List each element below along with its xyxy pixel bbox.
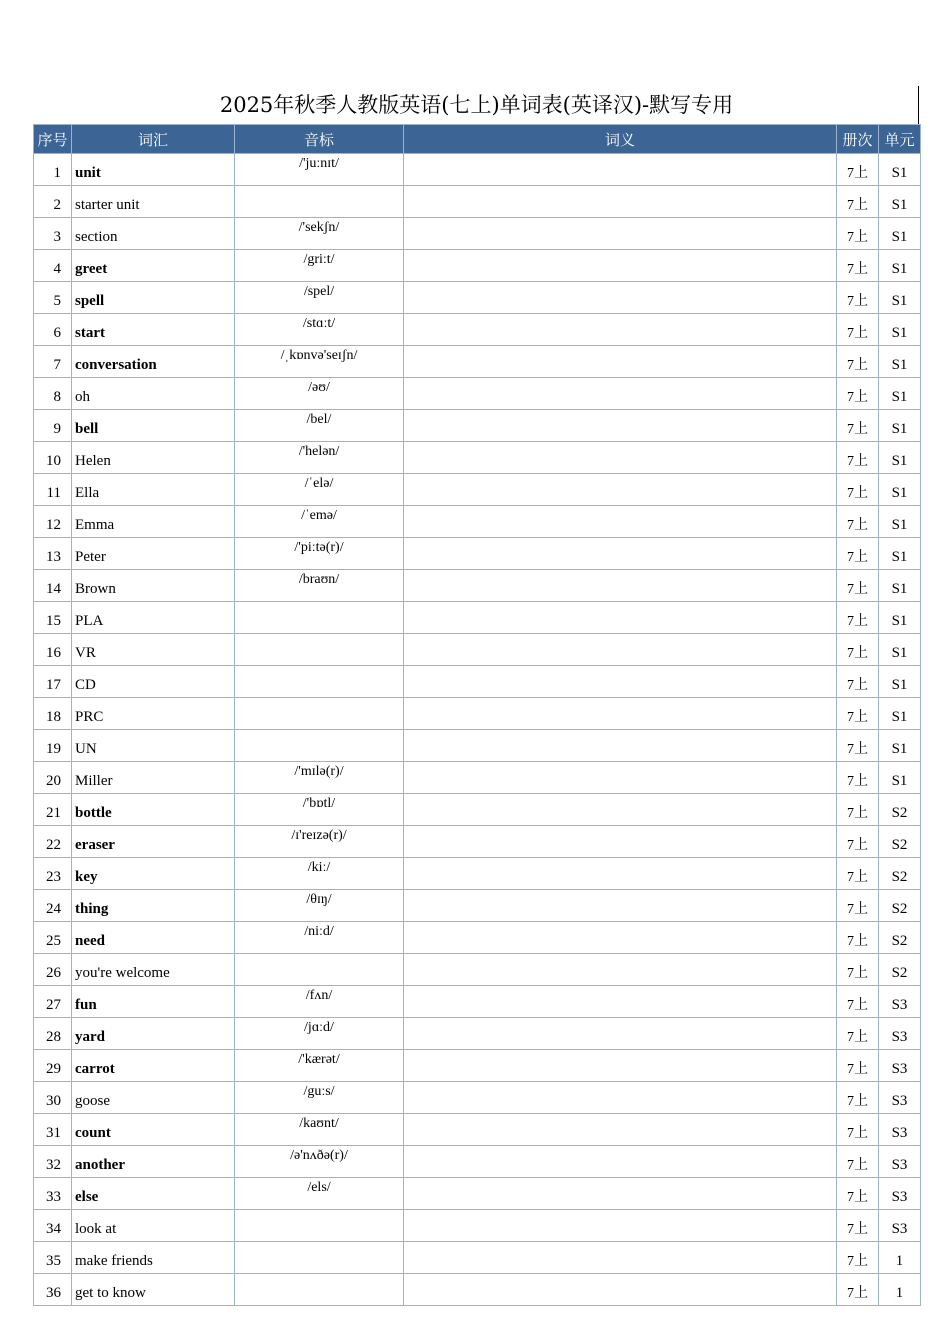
volume-cell[interactable]: 7上 [837, 250, 879, 282]
word-cell[interactable]: thing [72, 890, 235, 922]
meaning-cell[interactable] [404, 858, 837, 890]
meaning-cell[interactable] [404, 442, 837, 474]
header-no[interactable]: 序号 [34, 125, 72, 154]
table-row [34, 346, 921, 378]
table-row [34, 1082, 921, 1114]
phonetic-cell[interactable] [235, 602, 404, 634]
meaning-cell[interactable] [404, 346, 837, 378]
unit-cell[interactable]: S1 [879, 154, 921, 186]
header-phonetic[interactable]: 音标 [235, 125, 404, 154]
word-cell[interactable]: spell [72, 282, 235, 314]
row-number-cell[interactable]: 23 [34, 858, 72, 890]
title-edge-rule [918, 86, 919, 124]
phonetic-cell[interactable]: /stɑːt/ [235, 314, 404, 346]
phonetic-cell[interactable] [235, 1274, 404, 1306]
table-row [34, 666, 921, 698]
word-cell[interactable]: carrot [72, 1050, 235, 1082]
phonetic-cell[interactable] [235, 634, 404, 666]
meaning-cell[interactable] [404, 762, 837, 794]
meaning-cell[interactable] [404, 538, 837, 570]
unit-cell[interactable]: S2 [879, 826, 921, 858]
row-number-cell[interactable]: 16 [34, 634, 72, 666]
row-number-cell[interactable]: 30 [34, 1082, 72, 1114]
phonetic-cell[interactable]: /niːd/ [235, 922, 404, 954]
phonetic-cell[interactable]: /ɪ'reɪzə(r)/ [235, 826, 404, 858]
meaning-cell[interactable] [404, 730, 837, 762]
unit-cell[interactable]: S2 [879, 954, 921, 986]
table-row [34, 1050, 921, 1082]
meaning-cell[interactable] [404, 986, 837, 1018]
volume-cell[interactable]: 7上 [837, 1146, 879, 1178]
meaning-cell[interactable] [404, 570, 837, 602]
volume-cell[interactable]: 7上 [837, 858, 879, 890]
volume-cell[interactable]: 7上 [837, 538, 879, 570]
table-row [34, 858, 921, 890]
word-cell[interactable]: Miller [72, 762, 235, 794]
table-row [34, 1242, 921, 1274]
unit-cell[interactable]: S2 [879, 922, 921, 954]
meaning-cell[interactable] [404, 314, 837, 346]
volume-cell[interactable]: 7上 [837, 634, 879, 666]
word-cell[interactable]: look at [72, 1210, 235, 1242]
volume-cell[interactable]: 7上 [837, 346, 879, 378]
meaning-cell[interactable] [404, 218, 837, 250]
row-number-cell[interactable]: 2 [34, 186, 72, 218]
unit-cell[interactable]: S1 [879, 250, 921, 282]
word-cell[interactable]: CD [72, 666, 235, 698]
unit-cell[interactable]: S1 [879, 442, 921, 474]
table-row [34, 634, 921, 666]
meaning-cell[interactable] [404, 602, 837, 634]
meaning-cell[interactable] [404, 1210, 837, 1242]
unit-cell[interactable]: S1 [879, 314, 921, 346]
volume-cell[interactable]: 7上 [837, 1210, 879, 1242]
header-unit[interactable]: 单元 [879, 125, 921, 154]
table-row [34, 1146, 921, 1178]
phonetic-cell[interactable]: /fʌn/ [235, 986, 404, 1018]
unit-cell[interactable]: S2 [879, 794, 921, 826]
phonetic-cell[interactable] [235, 698, 404, 730]
page-title: 2025年秋季人教版英语(七上)单词表(英译汉)-默写专用 [219, 93, 734, 117]
row-number-cell[interactable]: 31 [34, 1114, 72, 1146]
word-cell[interactable]: unit [72, 154, 235, 186]
meaning-cell[interactable] [404, 1050, 837, 1082]
phonetic-cell[interactable]: /els/ [235, 1178, 404, 1210]
table-row [34, 794, 921, 826]
meaning-cell[interactable] [404, 1082, 837, 1114]
row-number-cell[interactable]: 7 [34, 346, 72, 378]
phonetic-cell[interactable] [235, 666, 404, 698]
row-number-cell[interactable]: 9 [34, 410, 72, 442]
table-row [34, 922, 921, 954]
table-row [34, 890, 921, 922]
unit-cell[interactable]: S3 [879, 986, 921, 1018]
volume-cell[interactable]: 7上 [837, 954, 879, 986]
word-cell[interactable]: Ella [72, 474, 235, 506]
table-row [34, 282, 921, 314]
unit-cell[interactable]: 1 [879, 1242, 921, 1274]
word-cell[interactable]: eraser [72, 826, 235, 858]
word-cell[interactable]: count [72, 1114, 235, 1146]
phonetic-cell[interactable]: /guːs/ [235, 1082, 404, 1114]
table-row [34, 1274, 921, 1306]
table-row [34, 826, 921, 858]
unit-cell[interactable]: S2 [879, 858, 921, 890]
table-row [34, 442, 921, 474]
row-number-cell[interactable]: 32 [34, 1146, 72, 1178]
table-row [34, 410, 921, 442]
row-number-cell[interactable]: 21 [34, 794, 72, 826]
unit-cell[interactable]: S3 [879, 1018, 921, 1050]
volume-cell[interactable]: 7上 [837, 186, 879, 218]
volume-cell[interactable]: 7上 [837, 570, 879, 602]
volume-cell[interactable]: 7上 [837, 826, 879, 858]
meaning-cell[interactable] [404, 1274, 837, 1306]
unit-cell[interactable]: S1 [879, 218, 921, 250]
word-cell[interactable]: Emma [72, 506, 235, 538]
volume-cell[interactable]: 7上 [837, 378, 879, 410]
word-cell[interactable]: make friends [72, 1242, 235, 1274]
row-number-cell[interactable]: 18 [34, 698, 72, 730]
meaning-cell[interactable] [404, 698, 837, 730]
table-row [34, 1114, 921, 1146]
row-number-cell[interactable]: 24 [34, 890, 72, 922]
unit-cell[interactable]: S3 [879, 1050, 921, 1082]
volume-cell[interactable]: 7上 [837, 474, 879, 506]
row-number-cell[interactable]: 5 [34, 282, 72, 314]
row-number-cell[interactable]: 22 [34, 826, 72, 858]
unit-cell[interactable]: S1 [879, 378, 921, 410]
table-row [34, 570, 921, 602]
phonetic-cell[interactable]: /'mɪlə(r)/ [235, 762, 404, 794]
row-number-cell[interactable]: 36 [34, 1274, 72, 1306]
word-cell[interactable]: starter unit [72, 186, 235, 218]
table-row [34, 186, 921, 218]
word-cell[interactable]: VR [72, 634, 235, 666]
table-row [34, 378, 921, 410]
unit-cell[interactable]: S3 [879, 1178, 921, 1210]
word-cell[interactable]: greet [72, 250, 235, 282]
volume-cell[interactable]: 7上 [837, 730, 879, 762]
volume-cell[interactable]: 7上 [837, 218, 879, 250]
volume-cell[interactable]: 7上 [837, 1050, 879, 1082]
word-cell[interactable]: goose [72, 1082, 235, 1114]
phonetic-cell[interactable]: /griːt/ [235, 250, 404, 282]
meaning-cell[interactable] [404, 954, 837, 986]
phonetic-cell[interactable]: /jɑːd/ [235, 1018, 404, 1050]
volume-cell[interactable]: 7上 [837, 762, 879, 794]
phonetic-cell[interactable]: /bel/ [235, 410, 404, 442]
unit-cell[interactable]: S3 [879, 1210, 921, 1242]
header-meaning[interactable]: 词义 [404, 125, 837, 154]
table-row [34, 730, 921, 762]
word-cell[interactable]: need [72, 922, 235, 954]
row-number-cell[interactable]: 33 [34, 1178, 72, 1210]
unit-cell[interactable]: S1 [879, 538, 921, 570]
meaning-cell[interactable] [404, 154, 837, 186]
word-cell[interactable]: Brown [72, 570, 235, 602]
table-row [34, 250, 921, 282]
meaning-cell[interactable] [404, 1178, 837, 1210]
row-number-cell[interactable]: 28 [34, 1018, 72, 1050]
volume-cell[interactable]: 7上 [837, 1274, 879, 1306]
volume-cell[interactable]: 7上 [837, 602, 879, 634]
table-row [34, 474, 921, 506]
unit-cell[interactable]: S3 [879, 1146, 921, 1178]
word-cell[interactable]: bottle [72, 794, 235, 826]
meaning-cell[interactable] [404, 922, 837, 954]
unit-cell[interactable]: S1 [879, 474, 921, 506]
row-number-cell[interactable]: 1 [34, 154, 72, 186]
unit-cell[interactable]: S1 [879, 570, 921, 602]
phonetic-cell[interactable]: /kiː/ [235, 858, 404, 890]
volume-cell[interactable]: 7上 [837, 890, 879, 922]
word-cell[interactable]: Peter [72, 538, 235, 570]
meaning-cell[interactable] [404, 1242, 837, 1274]
row-number-cell[interactable]: 26 [34, 954, 72, 986]
phonetic-cell[interactable]: /kaʊnt/ [235, 1114, 404, 1146]
unit-cell[interactable]: S3 [879, 1082, 921, 1114]
meaning-cell[interactable] [404, 506, 837, 538]
volume-cell[interactable]: 7上 [837, 986, 879, 1018]
volume-cell[interactable]: 7上 [837, 442, 879, 474]
row-number-cell[interactable]: 3 [34, 218, 72, 250]
table-row [34, 986, 921, 1018]
phonetic-cell[interactable]: /'helən/ [235, 442, 404, 474]
meaning-cell[interactable] [404, 378, 837, 410]
row-number-cell[interactable]: 27 [34, 986, 72, 1018]
phonetic-cell[interactable]: /spel/ [235, 282, 404, 314]
row-number-cell[interactable]: 10 [34, 442, 72, 474]
meaning-cell[interactable] [404, 474, 837, 506]
table-row [34, 698, 921, 730]
volume-cell[interactable]: 7上 [837, 282, 879, 314]
word-cell[interactable]: key [72, 858, 235, 890]
word-cell[interactable]: section [72, 218, 235, 250]
volume-cell[interactable]: 7上 [837, 794, 879, 826]
meaning-cell[interactable] [404, 1018, 837, 1050]
row-number-cell[interactable]: 4 [34, 250, 72, 282]
phonetic-cell[interactable] [235, 954, 404, 986]
meaning-cell[interactable] [404, 1114, 837, 1146]
unit-cell[interactable]: S1 [879, 282, 921, 314]
phonetic-cell[interactable]: /'kærət/ [235, 1050, 404, 1082]
volume-cell[interactable]: 7上 [837, 1114, 879, 1146]
row-number-cell[interactable]: 11 [34, 474, 72, 506]
volume-cell[interactable]: 7上 [837, 666, 879, 698]
row-number-cell[interactable]: 17 [34, 666, 72, 698]
row-number-cell[interactable]: 29 [34, 1050, 72, 1082]
phonetic-cell[interactable]: /braʊn/ [235, 570, 404, 602]
word-cell[interactable]: PRC [72, 698, 235, 730]
unit-cell[interactable]: S1 [879, 186, 921, 218]
row-number-cell[interactable]: 6 [34, 314, 72, 346]
unit-cell[interactable]: S1 [879, 602, 921, 634]
meaning-cell[interactable] [404, 794, 837, 826]
meaning-cell[interactable] [404, 282, 837, 314]
unit-cell[interactable]: S1 [879, 506, 921, 538]
unit-cell[interactable]: S1 [879, 762, 921, 794]
volume-cell[interactable]: 7上 [837, 1018, 879, 1050]
row-number-cell[interactable]: 20 [34, 762, 72, 794]
phonetic-cell[interactable] [235, 730, 404, 762]
word-cell[interactable]: UN [72, 730, 235, 762]
table-row [34, 314, 921, 346]
unit-cell[interactable]: S2 [879, 890, 921, 922]
unit-cell[interactable]: S3 [879, 1114, 921, 1146]
meaning-cell[interactable] [404, 826, 837, 858]
row-number-cell[interactable]: 25 [34, 922, 72, 954]
row-number-cell[interactable]: 14 [34, 570, 72, 602]
word-cell[interactable]: oh [72, 378, 235, 410]
row-number-cell[interactable]: 12 [34, 506, 72, 538]
row-number-cell[interactable]: 35 [34, 1242, 72, 1274]
row-number-cell[interactable]: 34 [34, 1210, 72, 1242]
unit-cell[interactable]: S1 [879, 634, 921, 666]
meaning-cell[interactable] [404, 1146, 837, 1178]
meaning-cell[interactable] [404, 186, 837, 218]
volume-cell[interactable]: 7上 [837, 698, 879, 730]
table-row [34, 954, 921, 986]
word-cell[interactable]: conversation [72, 346, 235, 378]
table-row [34, 1210, 921, 1242]
meaning-cell[interactable] [404, 890, 837, 922]
table-row [34, 218, 921, 250]
phonetic-cell[interactable]: /ˈelə/ [235, 474, 404, 506]
volume-cell[interactable]: 7上 [837, 154, 879, 186]
row-number-cell[interactable]: 13 [34, 538, 72, 570]
phonetic-cell[interactable]: /ə'nʌðə(r)/ [235, 1146, 404, 1178]
phonetic-cell[interactable]: /ˌkɒnvə'seɪʃn/ [235, 346, 404, 378]
vocabulary-table [33, 124, 921, 1306]
phonetic-cell[interactable]: /'piːtə(r)/ [235, 538, 404, 570]
volume-cell[interactable]: 7上 [837, 410, 879, 442]
phonetic-cell[interactable]: /'bɒtl/ [235, 794, 404, 826]
meaning-cell[interactable] [404, 666, 837, 698]
table-row [34, 154, 921, 186]
unit-cell[interactable]: 1 [879, 1274, 921, 1306]
word-cell[interactable]: yard [72, 1018, 235, 1050]
header-word[interactable]: 词汇 [72, 125, 235, 154]
word-cell[interactable]: PLA [72, 602, 235, 634]
phonetic-cell[interactable]: /'juːnɪt/ [235, 154, 404, 186]
row-number-cell[interactable]: 19 [34, 730, 72, 762]
meaning-cell[interactable] [404, 250, 837, 282]
row-number-cell[interactable]: 15 [34, 602, 72, 634]
phonetic-cell[interactable]: /əʊ/ [235, 378, 404, 410]
word-cell[interactable]: fun [72, 986, 235, 1018]
table-row [34, 538, 921, 570]
volume-cell[interactable]: 7上 [837, 1178, 879, 1210]
volume-cell[interactable]: 7上 [837, 1242, 879, 1274]
unit-cell[interactable]: S1 [879, 698, 921, 730]
unit-cell[interactable]: S1 [879, 410, 921, 442]
phonetic-cell[interactable] [235, 186, 404, 218]
table-row [34, 602, 921, 634]
meaning-cell[interactable] [404, 410, 837, 442]
unit-cell[interactable]: S1 [879, 730, 921, 762]
phonetic-cell[interactable]: /'sekʃn/ [235, 218, 404, 250]
meaning-cell[interactable] [404, 634, 837, 666]
volume-cell[interactable]: 7上 [837, 506, 879, 538]
word-cell[interactable]: another [72, 1146, 235, 1178]
table-row [34, 762, 921, 794]
word-cell[interactable]: Helen [72, 442, 235, 474]
table-row [34, 506, 921, 538]
phonetic-cell[interactable]: /θɪŋ/ [235, 890, 404, 922]
phonetic-cell[interactable] [235, 1210, 404, 1242]
unit-cell[interactable]: S1 [879, 666, 921, 698]
word-cell[interactable]: get to know [72, 1274, 235, 1306]
unit-cell[interactable]: S1 [879, 346, 921, 378]
phonetic-cell[interactable] [235, 1242, 404, 1274]
row-number-cell[interactable]: 8 [34, 378, 72, 410]
word-cell[interactable]: start [72, 314, 235, 346]
table-body [34, 154, 921, 1306]
table-header-row [34, 125, 921, 154]
table-row [34, 1178, 921, 1210]
volume-cell[interactable]: 7上 [837, 314, 879, 346]
word-cell[interactable]: you're welcome [72, 954, 235, 986]
volume-cell[interactable]: 7上 [837, 922, 879, 954]
word-cell[interactable]: else [72, 1178, 235, 1210]
header-volume[interactable]: 册次 [837, 125, 879, 154]
phonetic-cell[interactable]: /ˈemə/ [235, 506, 404, 538]
volume-cell[interactable]: 7上 [837, 1082, 879, 1114]
table-row [34, 1018, 921, 1050]
word-cell[interactable]: bell [72, 410, 235, 442]
